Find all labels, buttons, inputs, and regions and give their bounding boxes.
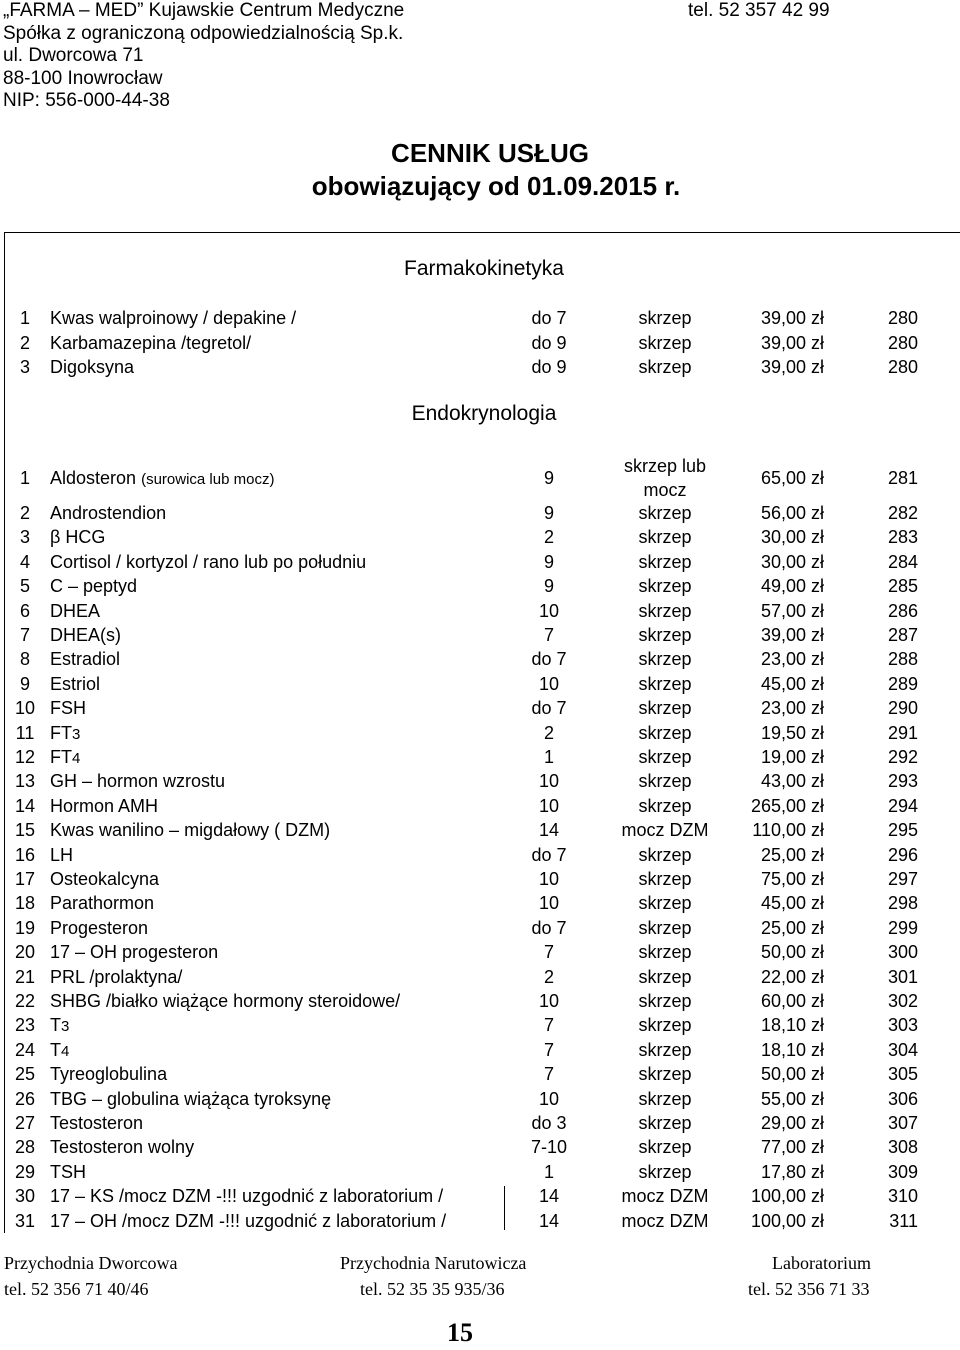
row-code: 280 [887, 308, 918, 328]
row-code: 282 [887, 503, 918, 523]
table-row [0, 940, 960, 964]
table-row [0, 1111, 960, 1135]
row-number: 4 [19, 551, 30, 572]
row-days: 10 [538, 673, 560, 694]
row-test-name: PRL /prolaktyna/ [50, 966, 183, 987]
row-days: 14 [538, 820, 560, 841]
row-test-name: Estriol [50, 673, 101, 694]
table-row [0, 647, 960, 671]
row-number: 12 [14, 747, 36, 767]
table-row [0, 672, 960, 696]
row-number: 2 [19, 503, 30, 523]
row-number: 22 [14, 991, 36, 1011]
table-row [0, 1062, 960, 1086]
table-row [0, 818, 960, 842]
document-subtitle: obowiązujący od 01.09.2015 r. [311, 171, 681, 201]
row-test-name: Tyreoglobulina [50, 1064, 168, 1085]
footer-laboratory-name: Laboratorium [772, 1253, 871, 1273]
row-test-name [50, 721, 80, 747]
row-number: 27 [14, 1113, 36, 1133]
page-number: 15 [447, 1318, 473, 1347]
row-number: 30 [14, 1186, 36, 1207]
row-code: 284 [887, 551, 918, 572]
row-price: 110,00 zł [752, 820, 824, 841]
row-price: 39,00 zł [760, 357, 824, 377]
row-code: 307 [887, 1113, 918, 1133]
row-number: 23 [14, 1015, 36, 1036]
table-row [0, 306, 960, 330]
column-divider [504, 1186, 505, 1230]
row-code: 290 [887, 698, 918, 719]
table-row [0, 331, 960, 355]
row-test-name: Hormon AMH [50, 795, 159, 816]
row-test-name: TSH [50, 1161, 86, 1182]
row-material: skrzep [638, 1088, 692, 1109]
row-number: 11 [15, 722, 35, 743]
row-code: 298 [887, 893, 918, 914]
footer-clinic-dworcowa-tel: tel. 52 356 71 40/46 [4, 1279, 149, 1299]
table-row [0, 1013, 960, 1037]
table-row [0, 574, 960, 598]
row-price: 23,00 zł [760, 698, 824, 719]
table-row [0, 891, 960, 915]
row-price: 77,00 zł [760, 1137, 824, 1158]
footer-clinic-dworcowa-name: Przychodnia Dworcowa [4, 1253, 178, 1273]
table-row [0, 721, 960, 745]
table-row [0, 843, 960, 867]
table-row [0, 696, 960, 720]
row-material: skrzep [638, 625, 692, 645]
row-test-name: SHBG /białko wiążące hormony steroidowe/ [50, 991, 401, 1011]
row-price: 30,00 zł [760, 551, 824, 572]
table-row [0, 989, 960, 1013]
row-material: skrzep [638, 673, 692, 694]
row-material: skrzep [638, 942, 692, 963]
row-code: 288 [887, 649, 918, 670]
row-price: 60,00 zł [760, 991, 824, 1011]
row-days: do 9 [531, 357, 567, 377]
row-days: 7 [543, 625, 554, 645]
row-number: 28 [14, 1137, 36, 1158]
row-code: 287 [887, 625, 918, 645]
row-material: skrzep [638, 332, 692, 353]
row-material: skrzep [638, 1015, 692, 1036]
row-test-name: β HCG [50, 527, 106, 548]
row-material: skrzep [638, 698, 692, 719]
row-code: 281 [887, 468, 918, 488]
row-number: 18 [14, 893, 36, 914]
row-days: 9 [543, 576, 554, 597]
row-code: 294 [887, 795, 918, 816]
row-number: 25 [14, 1064, 36, 1085]
row-price: 39,00 zł [760, 625, 824, 645]
row-price: 17,80 zł [760, 1161, 824, 1182]
row-material-line1: skrzep lub [623, 456, 707, 476]
row-number: 15 [14, 820, 36, 841]
row-test-name: LH [50, 844, 74, 865]
row-number: 3 [19, 357, 30, 377]
row-material: mocz DZM [621, 1210, 709, 1231]
row-days: 7-10 [530, 1137, 568, 1158]
row-days: 7 [543, 1064, 554, 1085]
footer-laboratory [748, 1250, 870, 1302]
row-test-name: C – peptyd [50, 576, 138, 597]
row-test-name: FSH [50, 698, 86, 719]
row-price: 18,10 zł [760, 1039, 824, 1060]
row-material: skrzep [638, 869, 692, 889]
row-code: 289 [887, 673, 918, 694]
row-days: 1 [543, 1161, 554, 1182]
row-material: skrzep [638, 551, 692, 572]
row-price: 25,00 zł [760, 917, 824, 938]
row-number: 20 [14, 942, 36, 963]
row-material: mocz DZM [621, 820, 709, 841]
row-code: 285 [887, 576, 918, 597]
row-material: skrzep [638, 1161, 692, 1182]
row-days: 10 [538, 1088, 560, 1109]
row-days: 7 [543, 1015, 554, 1036]
company-street: ul. Dworcowa 71 [3, 45, 144, 66]
row-price: 29,00 zł [760, 1113, 824, 1133]
row-number: 10 [14, 698, 36, 719]
row-code: 309 [887, 1161, 918, 1182]
row-price: 18,10 zł [760, 1015, 824, 1036]
row-days: 14 [538, 1210, 560, 1231]
row-test-name: 17 – KS /mocz DZM -!!! uzgodnić z laboratorium / [50, 1186, 444, 1207]
row-test-name-subscript: 3 [72, 725, 81, 743]
row-test-name: 17 – OH progesteron [50, 942, 219, 963]
row-days: do 3 [531, 1113, 567, 1133]
row-code: 293 [887, 771, 918, 792]
row-price: 75,00 zł [760, 869, 824, 889]
table-row [0, 501, 960, 525]
row-material: skrzep [638, 308, 692, 328]
row-price: 45,00 zł [760, 893, 824, 914]
row-price: 49,00 zł [760, 576, 824, 597]
row-days: 2 [543, 722, 554, 743]
row-code: 296 [887, 844, 918, 865]
row-number: 3 [19, 527, 30, 548]
row-test-name: Osteokalcyna [50, 869, 160, 889]
row-number: 2 [19, 332, 30, 353]
table-row [0, 456, 960, 500]
row-days: do 7 [531, 698, 567, 719]
row-code: 286 [887, 600, 918, 621]
company-city: 88-100 Inowrocław [3, 67, 163, 89]
table-row [0, 1038, 960, 1062]
row-price: 55,00 zł [760, 1088, 824, 1109]
table-row [0, 1184, 960, 1208]
row-code: 305 [887, 1064, 918, 1085]
row-number: 19 [14, 917, 36, 938]
row-number: 8 [19, 649, 30, 670]
row-days: 9 [543, 551, 554, 572]
row-material: mocz DZM [621, 1186, 709, 1207]
row-code: 292 [887, 747, 918, 767]
row-price: 56,00 zł [760, 503, 824, 523]
footer-clinic-narutowicza [340, 1250, 526, 1302]
company-header [3, 0, 404, 113]
row-price: 57,00 zł [760, 600, 824, 621]
row-days: 10 [538, 869, 560, 889]
row-price: 100,00 zł [750, 1186, 824, 1207]
row-days: do 9 [531, 332, 567, 353]
row-material: skrzep [638, 1064, 692, 1085]
row-test-name: Kwas walproinowy / depakine / [50, 308, 297, 328]
company-form: Spółka z ograniczoną odpowiedzialnością Sp.k. [3, 22, 404, 44]
row-price: 100,00 zł [750, 1210, 824, 1231]
row-price: 39,00 zł [760, 308, 824, 328]
row-price: 65,00 zł [760, 468, 824, 488]
row-material-line2: mocz [643, 480, 687, 500]
row-number: 24 [14, 1039, 36, 1060]
row-number: 9 [19, 673, 30, 694]
row-days: 9 [543, 503, 554, 523]
row-test-name: Cortisol / kortyzol / rano lub po południu [50, 551, 367, 572]
row-material: skrzep [638, 527, 692, 548]
footer-clinic-narutowicza-name: Przychodnia Narutowicza [340, 1253, 527, 1273]
table-row [0, 623, 960, 647]
row-material: skrzep [638, 771, 692, 792]
row-days: do 7 [531, 649, 567, 670]
table-row [0, 1209, 960, 1233]
row-code: 280 [887, 332, 918, 353]
row-price: 43,00 zł [760, 771, 824, 792]
table-row [0, 965, 960, 989]
company-name: „FARMA – MED” Kujawskie Centrum Medyczne [3, 0, 405, 21]
row-code: 300 [887, 942, 918, 963]
row-days: 7 [543, 942, 554, 963]
row-test-name [50, 1038, 69, 1064]
row-days: 1 [543, 747, 554, 767]
row-number: 7 [19, 625, 30, 645]
row-test-name-main: FT [50, 722, 72, 743]
row-days: do 7 [531, 917, 567, 938]
row-price: 25,00 zł [760, 844, 824, 865]
row-number: 5 [19, 576, 30, 597]
row-days: 10 [538, 893, 560, 914]
row-test-name: DHEA(s) [50, 625, 121, 645]
row-material: skrzep [638, 600, 692, 621]
row-test-name: Estradiol [50, 649, 121, 670]
row-number: 21 [14, 966, 36, 987]
row-test-name: TBG – globulina wiążąca tyroksynę [50, 1088, 332, 1109]
row-number: 14 [14, 795, 36, 816]
row-price: 23,00 zł [760, 649, 824, 670]
row-number: 26 [14, 1088, 36, 1109]
table-row [0, 599, 960, 623]
footer-clinic-narutowicza-tel: tel. 52 35 35 935/36 [360, 1279, 505, 1299]
row-test-name: Testosteron wolny [50, 1137, 195, 1158]
row-test-name: Digoksyna [50, 357, 135, 377]
row-code: 297 [887, 869, 918, 889]
row-test-name-note: (surowica lub mocz) [141, 471, 275, 488]
table-row [0, 1087, 960, 1111]
row-code: 291 [887, 722, 918, 743]
row-days: do 7 [531, 308, 567, 328]
row-material: skrzep [638, 357, 692, 377]
table-row [0, 1160, 960, 1184]
table-row [0, 769, 960, 793]
row-test-name-main: FT [50, 747, 72, 767]
row-days: 10 [538, 600, 560, 621]
row-code: 311 [889, 1210, 918, 1231]
row-test-name-main: T [50, 1015, 61, 1036]
row-price: 39,00 zł [760, 332, 824, 353]
footer-clinic-dworcowa [4, 1250, 177, 1302]
row-code: 295 [887, 820, 918, 841]
row-test-name [50, 466, 274, 492]
table-row [0, 867, 960, 891]
row-material: skrzep [638, 1113, 692, 1133]
table-row [0, 794, 960, 818]
row-number: 1 [19, 468, 30, 488]
row-test-name: Karbamazepina /tegretol/ [50, 332, 252, 353]
row-test-name [50, 745, 80, 771]
row-code: 280 [887, 357, 918, 377]
row-price: 19,50 zł [760, 722, 824, 743]
row-test-name: DHEA [50, 600, 101, 621]
row-number: 16 [14, 844, 36, 865]
row-number: 13 [14, 771, 36, 792]
row-days: do 7 [531, 844, 567, 865]
row-material: skrzep [638, 747, 692, 767]
row-days: 10 [538, 991, 560, 1011]
row-material: skrzep [638, 1039, 692, 1060]
row-code: 299 [887, 917, 918, 938]
table-row [0, 355, 960, 379]
row-test-name-main: T [50, 1039, 61, 1060]
table-row [0, 525, 960, 549]
row-test-name: Progesteron [50, 917, 149, 938]
row-material: skrzep [638, 844, 692, 865]
row-code: 304 [887, 1039, 918, 1060]
row-code: 308 [887, 1137, 918, 1158]
document-title: CENNIK USŁUG [391, 138, 589, 168]
row-material: skrzep [638, 1137, 692, 1158]
row-price: 22,00 zł [760, 966, 824, 987]
row-price: 19,00 zł [760, 747, 824, 767]
row-material: skrzep [638, 917, 692, 938]
row-code: 310 [887, 1186, 918, 1207]
row-test-name-subscript: 4 [61, 1042, 70, 1060]
row-price: 265,00 zł [750, 795, 824, 816]
row-material: skrzep [638, 576, 692, 597]
row-days: 7 [543, 1039, 554, 1060]
row-test-name-main: Aldosteron [50, 468, 137, 488]
row-material: skrzep [638, 991, 692, 1011]
row-test-name: 17 – OH /mocz DZM -!!! uzgodnić z laboratorium / [50, 1210, 447, 1231]
row-price: 30,00 zł [760, 527, 824, 548]
row-test-name-subscript: 3 [61, 1018, 70, 1036]
section-heading-farmakokinetyka: Farmakokinetyka [404, 257, 564, 280]
row-number: 31 [14, 1210, 36, 1231]
row-days: 9 [543, 468, 554, 488]
row-material: skrzep [638, 966, 692, 987]
row-code: 301 [887, 966, 918, 987]
row-code: 302 [887, 991, 918, 1011]
row-days: 10 [538, 795, 560, 816]
row-days: 14 [538, 1186, 560, 1207]
row-test-name: GH – hormon wzrostu [50, 771, 226, 792]
row-number: 17 [14, 869, 36, 889]
table-row [0, 745, 960, 769]
row-price: 50,00 zł [760, 942, 824, 963]
footer-laboratory-tel: tel. 52 356 71 33 [748, 1279, 870, 1299]
table-row [0, 1135, 960, 1159]
row-material: skrzep [638, 795, 692, 816]
company-nip: NIP: 556-000-44-38 [3, 90, 170, 111]
row-code: 303 [887, 1015, 918, 1036]
row-number: 29 [14, 1161, 36, 1182]
table-row [0, 550, 960, 574]
table-row [0, 916, 960, 940]
row-test-name: Kwas wanilino – migdałowy ( DZM) [50, 820, 331, 841]
row-code: 306 [887, 1088, 918, 1109]
company-phone: tel. 52 357 42 99 [688, 0, 830, 21]
row-number: 6 [19, 600, 30, 621]
row-code: 283 [887, 527, 918, 548]
row-test-name [50, 1013, 69, 1039]
row-material: skrzep [638, 722, 692, 743]
row-price: 50,00 zł [760, 1064, 824, 1085]
row-test-name: Androstendion [50, 503, 167, 523]
row-price: 45,00 zł [760, 673, 824, 694]
row-days: 2 [543, 527, 554, 548]
row-test-name-subscript: 4 [72, 750, 81, 767]
section-heading-endokrynologia: Endokrynologia [411, 402, 557, 425]
row-material: skrzep [638, 649, 692, 670]
row-days: 2 [543, 966, 554, 987]
row-test-name: Testosteron [50, 1113, 144, 1133]
row-days: 10 [538, 771, 560, 792]
row-number: 1 [19, 308, 30, 328]
row-test-name: Parathormon [50, 893, 155, 914]
row-material: skrzep [638, 893, 692, 914]
row-material: skrzep [638, 503, 692, 523]
